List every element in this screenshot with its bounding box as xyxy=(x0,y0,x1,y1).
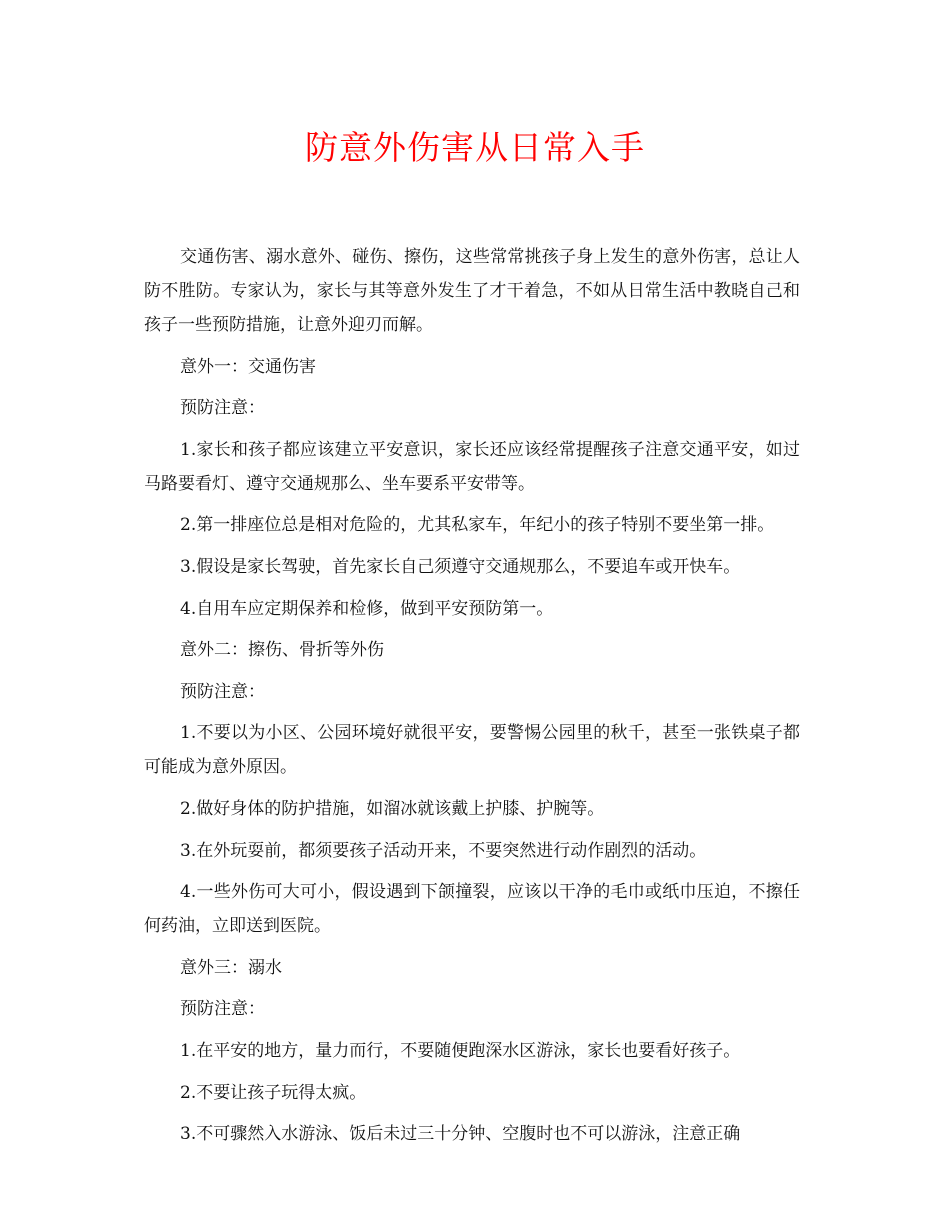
list-item: 2.不要让孩子玩得太疯。 xyxy=(180,1082,367,1103)
list-item: 3.不可骤然入水游泳、饭后未过三十分钟、空腹时也不可以游泳，注意正确 xyxy=(180,1124,741,1145)
prevention-label: 预防注意： xyxy=(180,999,265,1020)
prevention-label: 预防注意： xyxy=(180,398,265,419)
list-item: 1.家长和孩子都应该建立平安意识，家长还应该经常提醒孩子注意交通平安，如过马路要看灯、遵守交通规那么、坐车要系平安带等。 xyxy=(144,439,800,494)
list-item: 4.自用车应定期保养和检修，做到平安预防第一。 xyxy=(180,598,554,619)
list-item: 1.在平安的地方，量力而行，不要随便跑深水区游泳，家长也要看好孩子。 xyxy=(180,1040,741,1061)
prevention-label: 预防注意： xyxy=(180,681,265,702)
document-body xyxy=(144,240,800,1159)
list-item: 3.假设是家长驾驶，首先家长自己须遵守交通规那么，不要追车或开快车。 xyxy=(180,556,741,577)
list-item: 4.一些外伤可大可小，假设遇到下颌撞裂，应该以干净的毛巾或纸巾压迫，不擦任何药油，立即送到医院。 xyxy=(144,882,800,937)
list-item: 2.做好身体的防护措施，如溜冰就该戴上护膝、护腕等。 xyxy=(180,798,605,819)
section-heading-injury: 意外二：擦伤、骨折等外伤 xyxy=(180,640,384,661)
list-item: 1.不要以为小区、公园环境好就很平安，要警惕公园里的秋千，甚至一张铁桌子都可能成为意外原因。 xyxy=(144,723,800,778)
list-item: 2.第一排座位总是相对危险的，尤其私家车，年纪小的孩子特别不要坐第一排。 xyxy=(180,515,775,536)
section-heading-drowning: 意外三：溺水 xyxy=(180,957,282,978)
list-item: 3.在外玩耍前，都须要孩子活动开来，不要突然进行动作剧烈的活动。 xyxy=(180,840,707,861)
section-heading-traffic: 意外一：交通伤害 xyxy=(180,356,316,377)
intro-paragraph: 交通伤害、溺水意外、碰伤、擦伤，这些常常挑孩子身上发生的意外伤害，总让人防不胜防。专家认为，家长与其等意外发生了才干着急，不如从日常生活中教晓自己和孩子一些预防措施，让意外迎刃而解。 xyxy=(144,247,800,335)
document-title: 防意外伤害从日常入手 xyxy=(305,128,645,167)
